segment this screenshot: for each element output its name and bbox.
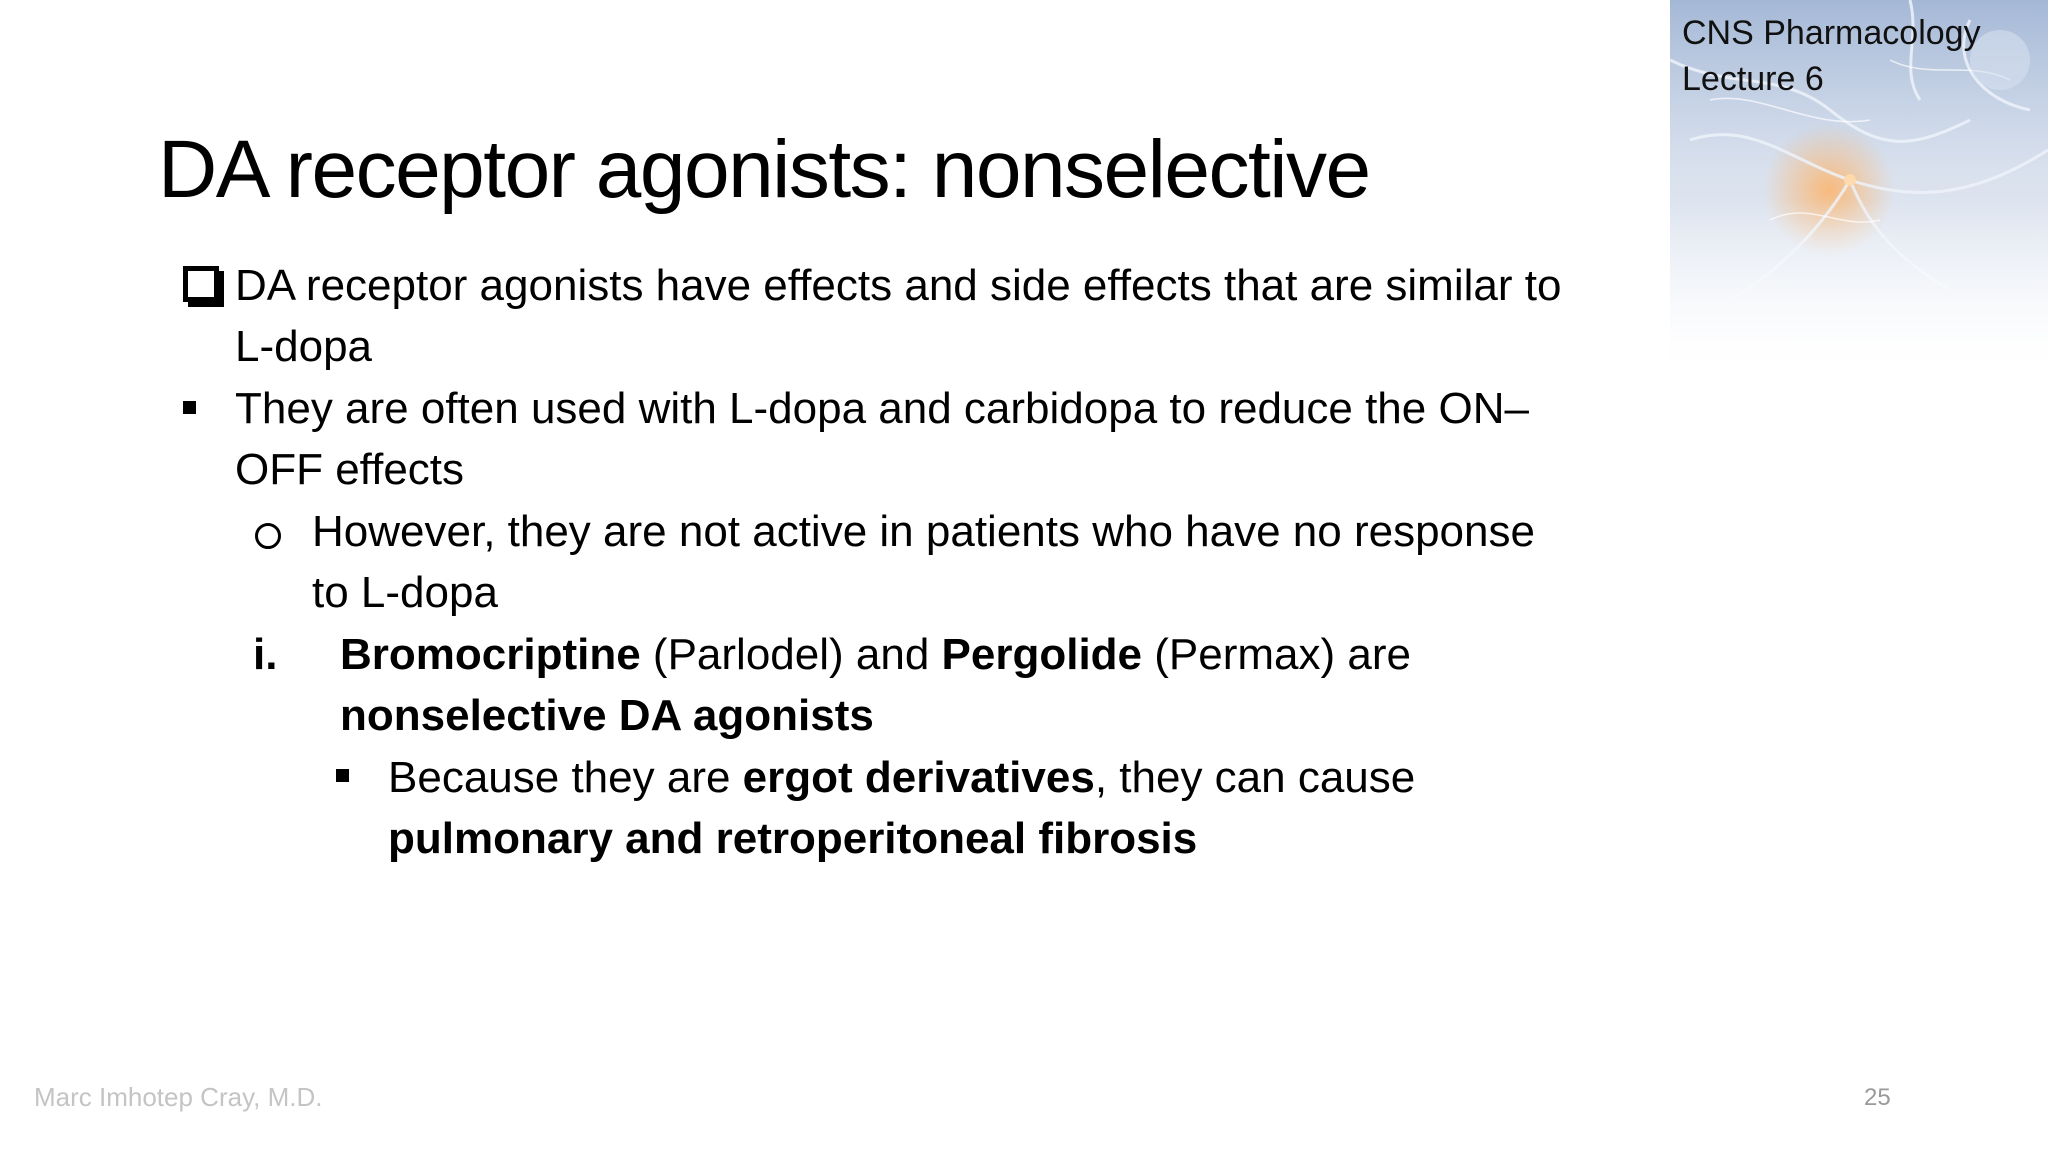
bullet-3-line-2: to L-dopa (312, 568, 498, 617)
ergot-derivatives: ergot derivatives (742, 753, 1095, 802)
nonselective-da-agonists: nonselective DA agonists (340, 691, 874, 740)
bullet-5-post: , they can cause (1094, 753, 1416, 802)
bullet-4-line-2 (340, 685, 874, 746)
footer-author: Marc Imhotep Cray, M.D. (34, 1082, 323, 1112)
bullet-5-line-1 (388, 747, 1415, 808)
roman-numeral-marker: i. (253, 630, 278, 679)
bullet-1-line-2: L-dopa (235, 322, 373, 371)
square-bullet-icon (183, 401, 196, 414)
drug-bromocriptine: Bromocriptine (340, 630, 641, 679)
bullet-5-pre: Because they are (388, 753, 743, 802)
circle-bullet-icon (255, 523, 281, 549)
slide-title: DA receptor agonists: nonselective (158, 124, 1370, 215)
checkbox-icon (183, 266, 219, 302)
brand-permax: (Permax) are (1142, 630, 1411, 679)
square-bullet-icon (336, 769, 349, 782)
bullet-3-line-1: However, they are not active in patients who have no response (312, 507, 1535, 556)
course-name: CNS Pharmacology (1682, 14, 1981, 52)
brand-parlodel: (Parlodel) and (640, 630, 942, 679)
bullet-2-line-2: OFF effects (235, 445, 465, 494)
bullet-4-line-1 (340, 624, 1411, 685)
lecture-number: Lecture 6 (1682, 60, 1824, 98)
bullet-5-line-2 (388, 808, 1197, 869)
fibrosis-text: pulmonary and retroperitoneal fibrosis (388, 814, 1198, 863)
course-label (1682, 10, 1981, 102)
bullet-1-line-1: DA receptor agonists have effects and side effects that are similar to (235, 261, 1562, 310)
bullet-2-line-1: They are often used with L-dopa and carbidopa to reduce the ON– (235, 384, 1529, 433)
drug-pergolide: Pergolide (941, 630, 1143, 679)
page-number: 25 (1864, 1084, 1891, 1111)
